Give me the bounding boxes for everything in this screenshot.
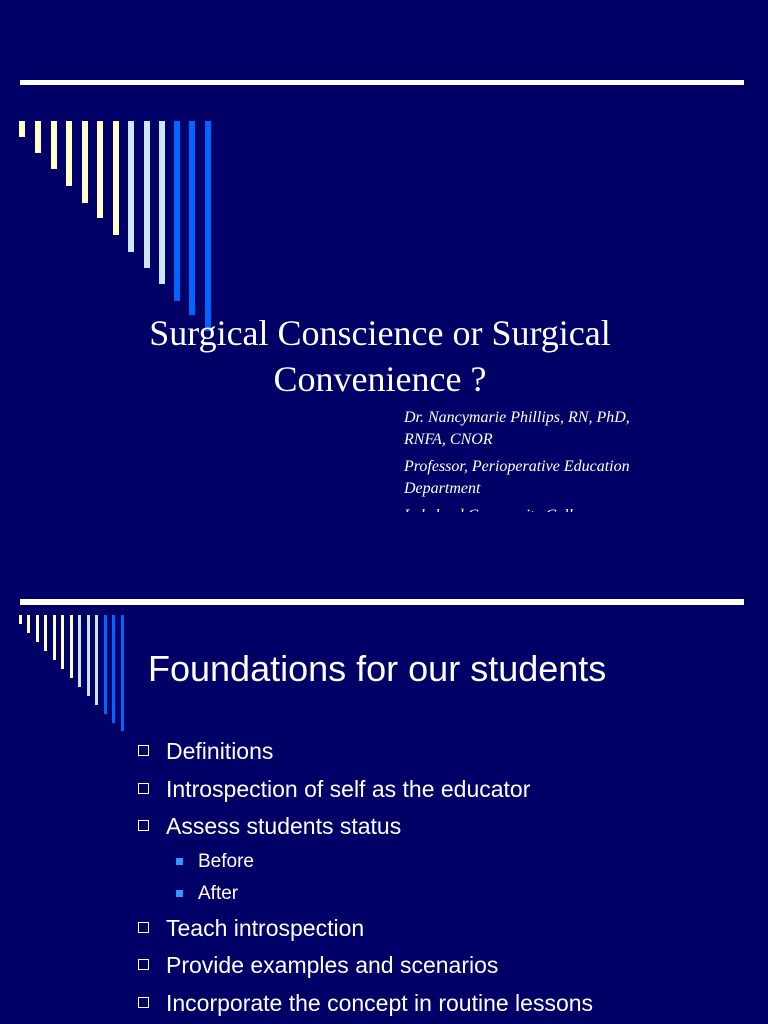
bullet-text: Provide examples and scenarios [166, 952, 499, 978]
decor-bar [205, 121, 211, 331]
bullet-text: Before [198, 850, 254, 872]
list-item [136, 947, 756, 985]
bullet-text: Assess students status [166, 813, 402, 839]
author-role: Professor, Perioperative Education [404, 458, 630, 475]
decor-bar [35, 121, 41, 153]
author-credentials: RNFA, CNOR [404, 431, 493, 448]
slide-title [60, 310, 700, 402]
list-item [136, 985, 756, 1023]
hollow-square-bullet-icon [138, 922, 149, 933]
author-department: Department [404, 480, 481, 497]
decor-bar [87, 615, 90, 696]
decorative-bars [0, 615, 130, 735]
decor-bar [53, 615, 56, 660]
decor-bar [66, 121, 72, 186]
bullet-text: After [198, 882, 239, 904]
top-rule [20, 599, 744, 605]
decor-bar [174, 121, 180, 301]
hollow-square-bullet-icon [138, 959, 149, 970]
decorative-bars [0, 121, 220, 341]
decor-bar [121, 615, 124, 731]
decor-bar [189, 121, 195, 315]
decor-bar [159, 121, 165, 284]
list-item [136, 771, 756, 809]
sub-list-item [136, 878, 756, 910]
decor-bar [95, 615, 98, 705]
decor-bar [51, 121, 57, 169]
filled-square-bullet-icon [176, 890, 183, 897]
decor-bar [82, 121, 88, 203]
decor-bar [113, 121, 119, 235]
list-item [136, 808, 756, 846]
decor-bar [27, 615, 30, 633]
filled-square-bullet-icon [176, 858, 183, 865]
bullet-text: Definitions [166, 738, 274, 764]
top-rule [20, 80, 744, 85]
decor-bar [19, 615, 22, 624]
decor-bar [104, 615, 107, 714]
slide-title: Foundations for our students [148, 648, 607, 689]
decor-bar [36, 615, 39, 642]
hollow-square-bullet-icon [138, 783, 149, 794]
decor-bar [144, 121, 150, 268]
decor-bar [61, 615, 64, 669]
decor-bar [44, 615, 47, 651]
bullet-list [136, 733, 756, 1022]
title-line: Surgical Conscience or Surgical [149, 313, 611, 353]
bullet-text: Incorporate the concept in routine lessons [166, 989, 594, 1016]
decor-bar [112, 615, 115, 723]
hollow-square-bullet-icon [138, 997, 149, 1008]
list-item [136, 733, 756, 771]
author-name: Dr. Nancymarie Phillips, RN, PhD, [404, 409, 630, 426]
title-line: Convenience ? [273, 359, 487, 399]
decor-bar [78, 615, 81, 687]
decor-bar [70, 615, 73, 678]
decor-bar [128, 121, 134, 252]
list-item [136, 910, 756, 948]
decor-bar [97, 121, 103, 218]
hollow-square-bullet-icon [138, 745, 149, 756]
decor-bar [19, 121, 25, 137]
bullet-text: Introspection of self as the educator [166, 775, 531, 802]
sub-list-item [136, 846, 756, 878]
hollow-square-bullet-icon [138, 820, 149, 831]
bullet-text: Teach introspection [166, 914, 365, 941]
